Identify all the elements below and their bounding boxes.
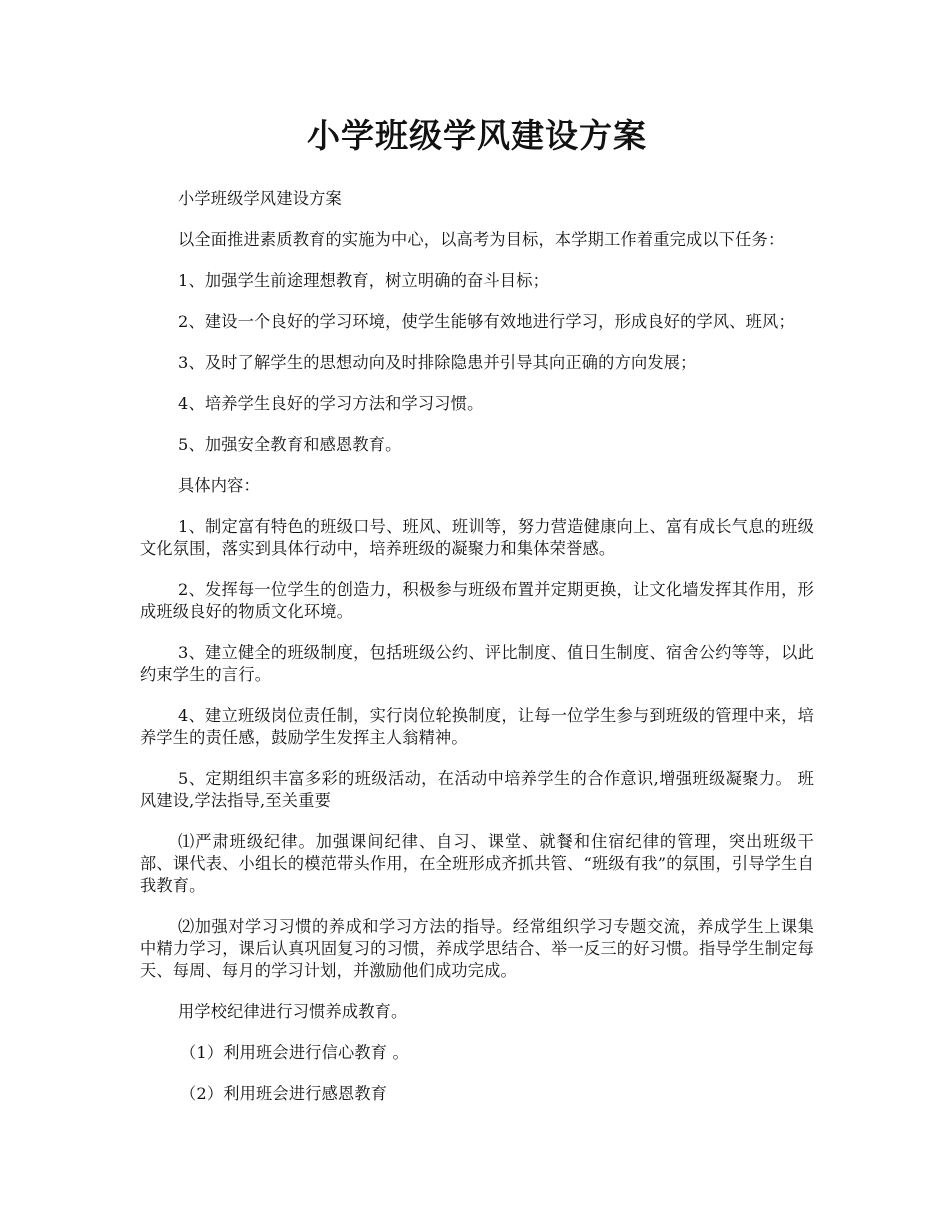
document-page: [140, 108, 814, 1124]
paragraph: 2、发挥每一位学生的创造力，积极参与班级布置并定期更换，让文化墙发挥其作用，形成班级良好的物质文化环境。: [140, 580, 814, 621]
paragraph: 具体内容：: [178, 476, 260, 495]
paragraph: 5、定期组织丰富多彩的班级活动，在活动中培养学生的合作意识,增强班级凝聚力。 班风建设,学法指导,至关重要: [140, 769, 814, 810]
paragraph: 2、建设一个良好的学习环境，使学生能够有效地进行学习，形成良好的学风、班风；: [178, 312, 795, 331]
paragraph: 小学班级学风建设方案: [178, 189, 342, 208]
paragraph: 3、及时了解学生的思想动向及时排除隐患并引导其向正确的方向发展；: [178, 353, 697, 372]
paragraph: 5、加强安全教育和感恩教育。: [178, 435, 402, 454]
paragraph: 4、培养学生良好的学习方法和学习习惯。: [178, 394, 484, 413]
paragraph: （2）利用班会进行感恩教育: [180, 1084, 388, 1103]
document-title: 小学班级学风建设方案: [307, 116, 647, 155]
paragraph: 1、制定富有特色的班级口号、班风、班训等，努力营造健康向上、富有成长气息的班级文化氛围，落实到具体行动中，培养班级的凝聚力和集体荣誉感。: [140, 517, 814, 558]
paragraph: ⑵加强对学习习惯的养成和学习方法的指导。经常组织学习专题交流，养成学生上课集中精力学习，课后认真巩固复习的习惯，养成学思结合、举一反三的好习惯。指导学生制定每天、每周、每月的学习计划，并激励他们成功完成。: [140, 917, 814, 980]
paragraph: （1）利用班会进行信心教育 。: [180, 1043, 409, 1062]
paragraph: 1、加强学生前途理想教育，树立明确的奋斗目标；: [178, 271, 550, 290]
paragraph: 4、建立班级岗位责任制，实行岗位轮换制度，让每一位学生参与到班级的管理中来，培养学生的责任感，鼓励学生发挥主人翁精神。: [140, 706, 814, 747]
paragraph: 3、建立健全的班级制度，包括班级公约、评比制度、值日生制度、宿舍公约等等，以此约束学生的言行。: [140, 643, 814, 684]
paragraph: ⑴严肃班级纪律。加强课间纪律、自习、课堂、就餐和住宿纪律的管理，突出班级干部、课代表、小组长的模范带头作用，在全班形成齐抓共管、“班级有我”的氛围，引导学生自我教育。: [140, 832, 814, 895]
paragraph: 以全面推进素质教育的实施为中心，以高考为目标，本学期工作着重完成以下任务：: [178, 230, 785, 249]
paragraph: 用学校纪律进行习惯养成教育。: [178, 1002, 408, 1021]
